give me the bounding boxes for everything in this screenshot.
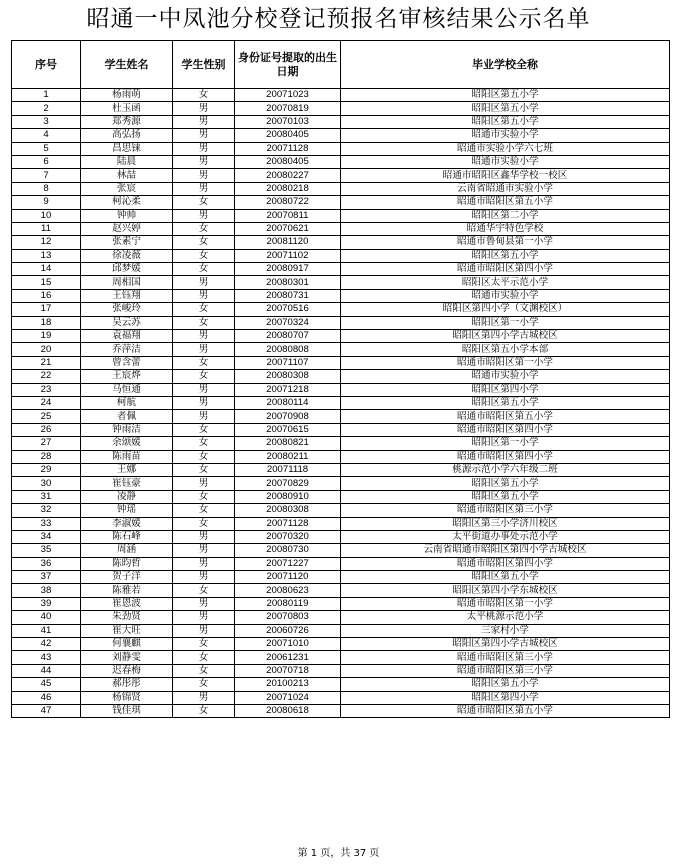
table-row	[12, 182, 670, 195]
cell-gender: 女	[173, 356, 235, 369]
column-header-birthdate: 身份证号提取的出生日期	[235, 41, 341, 89]
cell-index: 9	[12, 196, 81, 209]
table-row	[12, 504, 670, 517]
cell-gender: 女	[173, 651, 235, 664]
cell-index: 3	[12, 115, 81, 128]
table-row	[12, 129, 670, 142]
cell-gender: 女	[173, 222, 235, 235]
table-row	[12, 169, 670, 182]
cell-student-name: 乔萍洁	[81, 343, 173, 356]
cell-gender: 女	[173, 437, 235, 450]
cell-index: 33	[12, 517, 81, 530]
table-row	[12, 597, 670, 610]
cell-gender: 男	[173, 597, 235, 610]
cell-student-name: 陆晨	[81, 155, 173, 168]
cell-gender: 女	[173, 504, 235, 517]
cell-school: 昭阳区第四小学（文渊校区）	[341, 303, 670, 316]
cell-index: 20	[12, 343, 81, 356]
table-row	[12, 477, 670, 490]
cell-gender: 男	[173, 142, 235, 155]
cell-birthdate: 20070718	[235, 664, 341, 677]
cell-school: 昭通市昭阳区第四小学	[341, 557, 670, 570]
cell-index: 14	[12, 263, 81, 276]
cell-school: 三家村小学	[341, 624, 670, 637]
cell-birthdate: 20080301	[235, 276, 341, 289]
cell-school: 昭通市昭阳区第三小学	[341, 664, 670, 677]
cell-index: 31	[12, 490, 81, 503]
table-row	[12, 611, 670, 624]
cell-school: 昭阳区第一小学	[341, 437, 670, 450]
cell-index: 18	[12, 316, 81, 329]
cell-student-name: 陈雅若	[81, 584, 173, 597]
cell-student-name: 王钰翔	[81, 289, 173, 302]
table-row	[12, 544, 670, 557]
cell-gender: 男	[173, 169, 235, 182]
cell-birthdate: 20070615	[235, 423, 341, 436]
table-row	[12, 437, 670, 450]
cell-school: 昭通市实验小学	[341, 155, 670, 168]
cell-gender: 男	[173, 624, 235, 637]
cell-gender: 女	[173, 678, 235, 691]
cell-index: 45	[12, 678, 81, 691]
cell-school: 昭阳区第五小学	[341, 249, 670, 262]
table-row	[12, 343, 670, 356]
table-row	[12, 704, 670, 717]
cell-gender: 男	[173, 129, 235, 142]
cell-birthdate: 20070819	[235, 102, 341, 115]
cell-school: 昭通市实验小学	[341, 370, 670, 383]
cell-birthdate: 20070803	[235, 611, 341, 624]
cell-index: 16	[12, 289, 81, 302]
cell-school: 昭阳区第四小学古城校区	[341, 638, 670, 651]
cell-school: 太平街道办事处示范小学	[341, 530, 670, 543]
table-row	[12, 450, 670, 463]
cell-gender: 女	[173, 584, 235, 597]
cell-index: 39	[12, 597, 81, 610]
cell-student-name: 李淑媛	[81, 517, 173, 530]
table-row	[12, 303, 670, 316]
cell-school: 桃源示范小学六年级二班	[341, 463, 670, 476]
cell-birthdate: 20071118	[235, 463, 341, 476]
cell-birthdate: 20080405	[235, 129, 341, 142]
cell-birthdate: 20080308	[235, 504, 341, 517]
cell-index: 41	[12, 624, 81, 637]
cell-school: 昭阳区第四小学古城校区	[341, 330, 670, 343]
cell-student-name: 者佩	[81, 410, 173, 423]
table-row	[12, 691, 670, 704]
cell-student-name: 郑秀源	[81, 115, 173, 128]
table-row	[12, 584, 670, 597]
cell-student-name: 邱梦媛	[81, 263, 173, 276]
cell-gender: 男	[173, 155, 235, 168]
cell-gender: 男	[173, 276, 235, 289]
cell-school: 昭通市昭阳区第一小学	[341, 597, 670, 610]
cell-student-name: 杨锦贤	[81, 691, 173, 704]
cell-student-name: 贺子洋	[81, 571, 173, 584]
cell-birthdate: 20080731	[235, 289, 341, 302]
cell-index: 35	[12, 544, 81, 557]
cell-birthdate: 20100213	[235, 678, 341, 691]
cell-student-name: 马恒通	[81, 383, 173, 396]
cell-birthdate: 20070320	[235, 530, 341, 543]
cell-gender: 男	[173, 209, 235, 222]
cell-student-name: 钱佳琪	[81, 704, 173, 717]
cell-birthdate: 20080227	[235, 169, 341, 182]
cell-student-name: 周涵	[81, 544, 173, 557]
cell-gender: 男	[173, 289, 235, 302]
table-row	[12, 155, 670, 168]
cell-student-name: 钟雨洁	[81, 423, 173, 436]
cell-school: 昭阳区第五小学	[341, 102, 670, 115]
table-row	[12, 316, 670, 329]
cell-student-name: 朱劲贤	[81, 611, 173, 624]
cell-gender: 男	[173, 691, 235, 704]
cell-index: 42	[12, 638, 81, 651]
cell-gender: 男	[173, 396, 235, 409]
cell-school: 昭通市昭阳区第四小学	[341, 263, 670, 276]
cell-school: 昭阳区第五小学	[341, 490, 670, 503]
cell-student-name: 杜玉函	[81, 102, 173, 115]
cell-birthdate: 20061231	[235, 651, 341, 664]
cell-birthdate: 20070621	[235, 222, 341, 235]
table-row	[12, 383, 670, 396]
cell-school: 昭阳区第四小学东城校区	[341, 584, 670, 597]
cell-student-name: 崔大旺	[81, 624, 173, 637]
cell-student-name: 何襄麒	[81, 638, 173, 651]
table-row	[12, 624, 670, 637]
table-row	[12, 396, 670, 409]
cell-student-name: 杨雨萌	[81, 89, 173, 102]
cell-birthdate: 20080623	[235, 584, 341, 597]
cell-index: 17	[12, 303, 81, 316]
cell-index: 12	[12, 236, 81, 249]
cell-birthdate: 20080308	[235, 370, 341, 383]
cell-birthdate: 20071107	[235, 356, 341, 369]
cell-birthdate: 20080821	[235, 437, 341, 450]
cell-student-name: 周相国	[81, 276, 173, 289]
cell-gender: 男	[173, 611, 235, 624]
cell-school: 昭通市昭阳区第五小学	[341, 410, 670, 423]
cell-gender: 男	[173, 410, 235, 423]
cell-school: 昭阳区第五小学	[341, 571, 670, 584]
cell-student-name: 刘静雯	[81, 651, 173, 664]
cell-index: 15	[12, 276, 81, 289]
cell-student-name: 昌思铼	[81, 142, 173, 155]
cell-gender: 男	[173, 477, 235, 490]
cell-gender: 女	[173, 316, 235, 329]
cell-gender: 男	[173, 330, 235, 343]
cell-index: 7	[12, 169, 81, 182]
cell-school: 昭通市实验小学	[341, 289, 670, 302]
cell-birthdate: 20070908	[235, 410, 341, 423]
cell-birthdate: 20080618	[235, 704, 341, 717]
cell-birthdate: 20070811	[235, 209, 341, 222]
cell-school: 昭通市昭阳区第三小学	[341, 504, 670, 517]
cell-gender: 女	[173, 450, 235, 463]
cell-student-name: 赵兴婷	[81, 222, 173, 235]
cell-birthdate: 20080707	[235, 330, 341, 343]
table-row	[12, 330, 670, 343]
cell-index: 23	[12, 383, 81, 396]
cell-gender: 女	[173, 423, 235, 436]
cell-index: 43	[12, 651, 81, 664]
cell-student-name: 王宸烨	[81, 370, 173, 383]
cell-gender: 女	[173, 638, 235, 651]
cell-student-name: 钟帅	[81, 209, 173, 222]
cell-gender: 女	[173, 370, 235, 383]
cell-school: 昭阳区第五小学	[341, 396, 670, 409]
cell-index: 32	[12, 504, 81, 517]
cell-student-name: 崔恩波	[81, 597, 173, 610]
table-row	[12, 664, 670, 677]
table-row	[12, 276, 670, 289]
cell-birthdate: 20060726	[235, 624, 341, 637]
cell-school: 昭通华宇特色学校	[341, 222, 670, 235]
cell-gender: 女	[173, 249, 235, 262]
column-header-school: 毕业学校全称	[341, 41, 670, 89]
cell-gender: 女	[173, 664, 235, 677]
cell-school: 昭阳区第五小学本部	[341, 343, 670, 356]
cell-gender: 男	[173, 544, 235, 557]
cell-index: 47	[12, 704, 81, 717]
table-row	[12, 249, 670, 262]
cell-school: 昭阳区第二小学	[341, 209, 670, 222]
cell-student-name: 袁福翔	[81, 330, 173, 343]
cell-index: 36	[12, 557, 81, 570]
cell-student-name: 林喆	[81, 169, 173, 182]
cell-school: 昭阳区第五小学	[341, 115, 670, 128]
table-row	[12, 356, 670, 369]
column-header-gender: 学生性别	[173, 41, 235, 89]
cell-index: 11	[12, 222, 81, 235]
cell-birthdate: 20071120	[235, 571, 341, 584]
cell-index: 27	[12, 437, 81, 450]
cell-gender: 女	[173, 89, 235, 102]
table-row	[12, 370, 670, 383]
cell-student-name: 柯航	[81, 396, 173, 409]
table-row	[12, 115, 670, 128]
cell-index: 19	[12, 330, 81, 343]
cell-school: 昭阳区太平示范小学	[341, 276, 670, 289]
roster-table	[11, 40, 670, 718]
cell-school: 昭阳区第四小学	[341, 383, 670, 396]
cell-index: 26	[12, 423, 81, 436]
cell-school: 昭通市昭阳区鑫华学校一校区	[341, 169, 670, 182]
cell-gender: 女	[173, 490, 235, 503]
cell-gender: 男	[173, 102, 235, 115]
table-row	[12, 89, 670, 102]
cell-school: 昭通市昭阳区第五小学	[341, 196, 670, 209]
cell-birthdate: 20080405	[235, 155, 341, 168]
column-header-index: 序号	[12, 41, 81, 89]
cell-index: 28	[12, 450, 81, 463]
cell-student-name: 钟瑶	[81, 504, 173, 517]
cell-index: 10	[12, 209, 81, 222]
cell-school: 昭阳区第四小学	[341, 691, 670, 704]
cell-index: 34	[12, 530, 81, 543]
table-row	[12, 209, 670, 222]
table-row	[12, 410, 670, 423]
table-row	[12, 490, 670, 503]
cell-birthdate: 20071218	[235, 383, 341, 396]
cell-index: 6	[12, 155, 81, 168]
cell-index: 40	[12, 611, 81, 624]
cell-index: 21	[12, 356, 81, 369]
table-row	[12, 651, 670, 664]
cell-student-name: 郝彤彤	[81, 678, 173, 691]
cell-index: 46	[12, 691, 81, 704]
cell-student-name: 张宸	[81, 182, 173, 195]
cell-birthdate: 20080722	[235, 196, 341, 209]
table-row	[12, 530, 670, 543]
cell-index: 5	[12, 142, 81, 155]
cell-school: 昭通市鲁甸县第一小学	[341, 236, 670, 249]
table-row	[12, 423, 670, 436]
cell-student-name: 柯沁柔	[81, 196, 173, 209]
cell-school: 昭阳区第一小学	[341, 316, 670, 329]
cell-gender: 女	[173, 196, 235, 209]
cell-birthdate: 20080808	[235, 343, 341, 356]
cell-birthdate: 20081120	[235, 236, 341, 249]
cell-gender: 男	[173, 182, 235, 195]
column-header-name: 学生姓名	[81, 41, 173, 89]
table-row	[12, 142, 670, 155]
cell-school: 云南省昭通市实验小学	[341, 182, 670, 195]
cell-index: 1	[12, 89, 81, 102]
cell-student-name: 曾含蕾	[81, 356, 173, 369]
cell-birthdate: 20080114	[235, 396, 341, 409]
table-row	[12, 463, 670, 476]
cell-gender: 女	[173, 704, 235, 717]
cell-student-name: 凌静	[81, 490, 173, 503]
cell-index: 44	[12, 664, 81, 677]
cell-school: 昭通市实验小学六七班	[341, 142, 670, 155]
cell-birthdate: 20080218	[235, 182, 341, 195]
table-row	[12, 571, 670, 584]
cell-index: 13	[12, 249, 81, 262]
cell-birthdate: 20080211	[235, 450, 341, 463]
cell-birthdate: 20071128	[235, 142, 341, 155]
cell-index: 2	[12, 102, 81, 115]
table-row	[12, 236, 670, 249]
table-row	[12, 289, 670, 302]
cell-birthdate: 20080910	[235, 490, 341, 503]
cell-index: 22	[12, 370, 81, 383]
table-row	[12, 638, 670, 651]
cell-index: 4	[12, 129, 81, 142]
cell-student-name: 王娜	[81, 463, 173, 476]
cell-student-name: 陈昀哲	[81, 557, 173, 570]
table-row	[12, 678, 670, 691]
cell-gender: 女	[173, 463, 235, 476]
table-row	[12, 222, 670, 235]
cell-school: 昭通市昭阳区第四小学	[341, 423, 670, 436]
cell-student-name: 徐凌薇	[81, 249, 173, 262]
cell-student-name: 迟春梅	[81, 664, 173, 677]
cell-school: 昭通市昭阳区第四小学	[341, 450, 670, 463]
cell-student-name: 陈雨苗	[81, 450, 173, 463]
page-title: 昭通一中凤池分校登记预报名审核结果公示名单	[86, 6, 591, 32]
cell-student-name: 崔钰豪	[81, 477, 173, 490]
table-header-row	[12, 41, 670, 89]
cell-gender: 男	[173, 557, 235, 570]
cell-gender: 女	[173, 303, 235, 316]
cell-birthdate: 20070324	[235, 316, 341, 329]
cell-school: 昭阳区第五小学	[341, 89, 670, 102]
cell-student-name: 吴云苏	[81, 316, 173, 329]
cell-birthdate: 20070829	[235, 477, 341, 490]
cell-birthdate: 20071227	[235, 557, 341, 570]
cell-birthdate: 20070103	[235, 115, 341, 128]
cell-birthdate: 20080917	[235, 263, 341, 276]
cell-index: 24	[12, 396, 81, 409]
cell-gender: 男	[173, 383, 235, 396]
cell-school: 昭阳区第三小学济川校区	[341, 517, 670, 530]
cell-gender: 女	[173, 236, 235, 249]
cell-school: 昭阳区第五小学	[341, 477, 670, 490]
cell-student-name: 余颂媛	[81, 437, 173, 450]
table-row	[12, 196, 670, 209]
cell-birthdate: 20080119	[235, 597, 341, 610]
cell-gender: 男	[173, 115, 235, 128]
cell-birthdate: 20070516	[235, 303, 341, 316]
table-row	[12, 263, 670, 276]
cell-gender: 男	[173, 343, 235, 356]
cell-school: 昭通市昭阳区第三小学	[341, 651, 670, 664]
cell-gender: 女	[173, 517, 235, 530]
cell-school: 太平桃源示范小学	[341, 611, 670, 624]
cell-index: 29	[12, 463, 81, 476]
table-body	[12, 89, 670, 718]
cell-school: 昭通市实验小学	[341, 129, 670, 142]
cell-index: 30	[12, 477, 81, 490]
cell-index: 38	[12, 584, 81, 597]
cell-school: 昭通市昭阳区第一小学	[341, 356, 670, 369]
cell-index: 37	[12, 571, 81, 584]
cell-birthdate: 20071024	[235, 691, 341, 704]
cell-index: 25	[12, 410, 81, 423]
cell-gender: 男	[173, 530, 235, 543]
cell-school: 昭阳区第五小学	[341, 678, 670, 691]
cell-student-name: 张素宁	[81, 236, 173, 249]
cell-student-name: 高弘扬	[81, 129, 173, 142]
cell-student-name: 张峻玲	[81, 303, 173, 316]
table-row	[12, 557, 670, 570]
cell-birthdate: 20071128	[235, 517, 341, 530]
cell-school: 昭通市昭阳区第五小学	[341, 704, 670, 717]
cell-gender: 女	[173, 263, 235, 276]
table-row	[12, 102, 670, 115]
table-row	[12, 517, 670, 530]
cell-gender: 男	[173, 571, 235, 584]
page-footer: 第 1 页，共 37 页	[297, 848, 380, 859]
cell-birthdate: 20071010	[235, 638, 341, 651]
cell-birthdate: 20071102	[235, 249, 341, 262]
cell-birthdate: 20071023	[235, 89, 341, 102]
cell-student-name: 陈石峰	[81, 530, 173, 543]
cell-school: 云南省昭通市昭阳区第四小学古城校区	[341, 544, 670, 557]
cell-birthdate: 20080730	[235, 544, 341, 557]
cell-index: 8	[12, 182, 81, 195]
